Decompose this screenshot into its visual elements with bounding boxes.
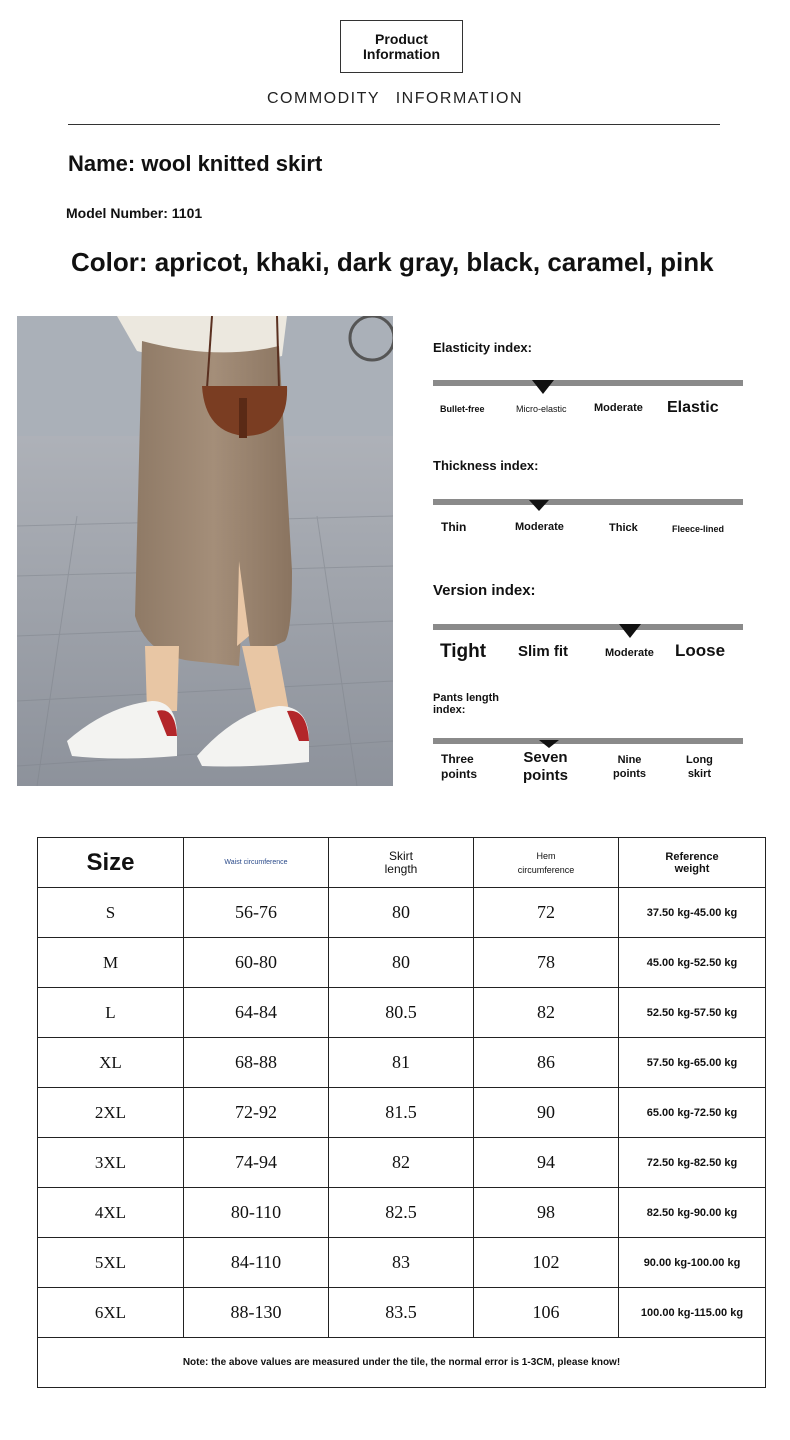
version-index-title: Version index: bbox=[433, 582, 536, 599]
cell-size: 4XL bbox=[38, 1188, 184, 1238]
table-row bbox=[38, 1238, 766, 1288]
cell-hem: 86 bbox=[474, 1038, 619, 1088]
cell-waist: 64-84 bbox=[184, 988, 329, 1038]
length-label-nine-line1: Nine bbox=[617, 754, 642, 766]
cell-weight: 45.00 kg-52.50 kg bbox=[619, 938, 766, 988]
version-label-slim-fit: Slim fit bbox=[518, 643, 569, 660]
header-hem-line2: circumference bbox=[517, 864, 575, 875]
cell-weight: 100.00 kg-115.00 kg bbox=[619, 1288, 766, 1338]
version-label-loose: Loose bbox=[675, 641, 726, 660]
cell-skirt-length: 81.5 bbox=[329, 1088, 474, 1138]
length-index-bar bbox=[433, 738, 743, 744]
cell-weight: 90.00 kg-100.00 kg bbox=[619, 1238, 766, 1288]
length-label-nine-points bbox=[613, 753, 646, 781]
cell-hem: 98 bbox=[474, 1188, 619, 1238]
cell-skirt-length: 82.5 bbox=[329, 1188, 474, 1238]
header-size: Size bbox=[38, 838, 184, 888]
elasticity-index-bar bbox=[433, 380, 743, 386]
cell-size: 2XL bbox=[38, 1088, 184, 1138]
thickness-label-fleece-lined: Fleece-lined bbox=[672, 524, 725, 534]
cell-size: 6XL bbox=[38, 1288, 184, 1338]
header-waist-circumference: Waist circumference bbox=[184, 838, 329, 888]
elasticity-label-elastic: Elastic bbox=[667, 399, 719, 416]
table-row bbox=[38, 888, 766, 938]
length-label-three-points bbox=[441, 752, 477, 782]
cell-waist: 74-94 bbox=[184, 1138, 329, 1188]
thickness-index-title: Thickness index: bbox=[433, 458, 539, 473]
product-photo bbox=[17, 316, 393, 786]
cell-hem: 102 bbox=[474, 1238, 619, 1288]
cell-waist: 88-130 bbox=[184, 1288, 329, 1338]
header-reference-weight bbox=[619, 838, 766, 888]
cell-weight: 57.50 kg-65.00 kg bbox=[619, 1038, 766, 1088]
cell-size: 3XL bbox=[38, 1138, 184, 1188]
measurement-note: Note: the above values are measured under the tile, the normal error is 1-3CM, please know! bbox=[38, 1338, 766, 1388]
elasticity-label-micro-elastic: Micro-elastic bbox=[516, 404, 567, 414]
cell-waist: 56-76 bbox=[184, 888, 329, 938]
cell-hem: 72 bbox=[474, 888, 619, 938]
elasticity-label-moderate: Moderate bbox=[594, 402, 643, 414]
thickness-label-moderate: Moderate bbox=[515, 521, 564, 533]
length-label-long-skirt bbox=[686, 753, 713, 781]
length-label-seven-points bbox=[523, 749, 568, 785]
cell-weight: 37.50 kg-45.00 kg bbox=[619, 888, 766, 938]
length-label-nine-line2: points bbox=[613, 768, 646, 780]
length-label-three-line1: Three bbox=[441, 752, 474, 766]
cell-size: L bbox=[38, 988, 184, 1038]
version-index-bar bbox=[433, 624, 743, 630]
length-label-long-line1: Long bbox=[686, 754, 713, 766]
version-label-moderate: Moderate bbox=[605, 647, 654, 659]
length-label-long-line2: skirt bbox=[687, 768, 712, 780]
cell-weight: 72.50 kg-82.50 kg bbox=[619, 1138, 766, 1188]
cell-hem: 78 bbox=[474, 938, 619, 988]
cell-waist: 84-110 bbox=[184, 1238, 329, 1288]
header-box-line1: Product bbox=[375, 30, 428, 47]
cell-skirt-length: 83.5 bbox=[329, 1288, 474, 1338]
cell-waist: 60-80 bbox=[184, 938, 329, 988]
header-divider bbox=[68, 124, 720, 125]
length-label-seven-line2: points bbox=[523, 767, 568, 784]
length-index-title-line1: Pants length bbox=[433, 692, 500, 704]
cell-weight: 52.50 kg-57.50 kg bbox=[619, 988, 766, 1038]
product-name: Name: wool knitted skirt bbox=[68, 151, 323, 176]
header-weight-line1: Reference bbox=[665, 850, 719, 863]
table-row bbox=[38, 1088, 766, 1138]
size-table-note-row bbox=[38, 1338, 766, 1388]
version-label-tight: Tight bbox=[440, 641, 487, 662]
header-hem-line1: Hem bbox=[536, 850, 556, 861]
product-colors: Color: apricot, khaki, dark gray, black, caramel, pink bbox=[71, 247, 714, 277]
header-skirt-length bbox=[329, 838, 474, 888]
cell-size: 5XL bbox=[38, 1238, 184, 1288]
length-index-title bbox=[433, 692, 499, 716]
cell-hem: 82 bbox=[474, 988, 619, 1038]
cell-skirt-length: 83 bbox=[329, 1238, 474, 1288]
cell-size: S bbox=[38, 888, 184, 938]
cell-weight: 65.00 kg-72.50 kg bbox=[619, 1088, 766, 1138]
thickness-label-thin: Thin bbox=[441, 520, 467, 534]
header-hem-circumference bbox=[474, 838, 619, 888]
length-label-three-line2: points bbox=[441, 767, 477, 781]
cell-waist: 80-110 bbox=[184, 1188, 329, 1238]
cell-size: XL bbox=[38, 1038, 184, 1088]
size-table-header-row bbox=[38, 838, 766, 888]
table-row bbox=[38, 988, 766, 1038]
table-row bbox=[38, 1288, 766, 1338]
cell-weight: 82.50 kg-90.00 kg bbox=[619, 1188, 766, 1238]
table-row bbox=[38, 1138, 766, 1188]
cell-skirt-length: 80.5 bbox=[329, 988, 474, 1038]
length-label-seven-line1: Seven bbox=[523, 749, 568, 766]
cell-hem: 90 bbox=[474, 1088, 619, 1138]
thickness-label-thick: Thick bbox=[609, 522, 638, 534]
cell-hem: 106 bbox=[474, 1288, 619, 1338]
cell-skirt-length: 80 bbox=[329, 888, 474, 938]
version-index-marker bbox=[619, 624, 641, 638]
table-row bbox=[38, 1038, 766, 1088]
cell-skirt-length: 81 bbox=[329, 1038, 474, 1088]
header-skirt-line2: length bbox=[384, 861, 418, 876]
thickness-index-bar bbox=[433, 499, 743, 505]
elasticity-label-bullet-free: Bullet-free bbox=[440, 404, 485, 414]
commodity-information-heading: COMMODITY INFORMATION bbox=[266, 90, 523, 107]
thickness-index-marker bbox=[529, 500, 549, 511]
size-table bbox=[37, 837, 766, 1388]
cell-skirt-length: 82 bbox=[329, 1138, 474, 1188]
header-weight-line2: weight bbox=[674, 862, 710, 875]
model-number: Model Number: 1101 bbox=[66, 205, 203, 221]
cell-hem: 94 bbox=[474, 1138, 619, 1188]
elasticity-index-marker bbox=[532, 380, 554, 394]
table-row bbox=[38, 1188, 766, 1238]
cell-size: M bbox=[38, 938, 184, 988]
elasticity-index-title: Elasticity index: bbox=[433, 340, 532, 355]
header-skirt-line1: Skirt bbox=[389, 848, 413, 863]
header-box-line2: Information bbox=[363, 45, 440, 62]
cell-skirt-length: 80 bbox=[329, 938, 474, 988]
cell-waist: 68-88 bbox=[184, 1038, 329, 1088]
cell-waist: 72-92 bbox=[184, 1088, 329, 1138]
product-information-box bbox=[340, 20, 463, 73]
table-row bbox=[38, 938, 766, 988]
length-index-marker bbox=[539, 740, 559, 748]
length-index-title-line2: index: bbox=[433, 704, 466, 716]
